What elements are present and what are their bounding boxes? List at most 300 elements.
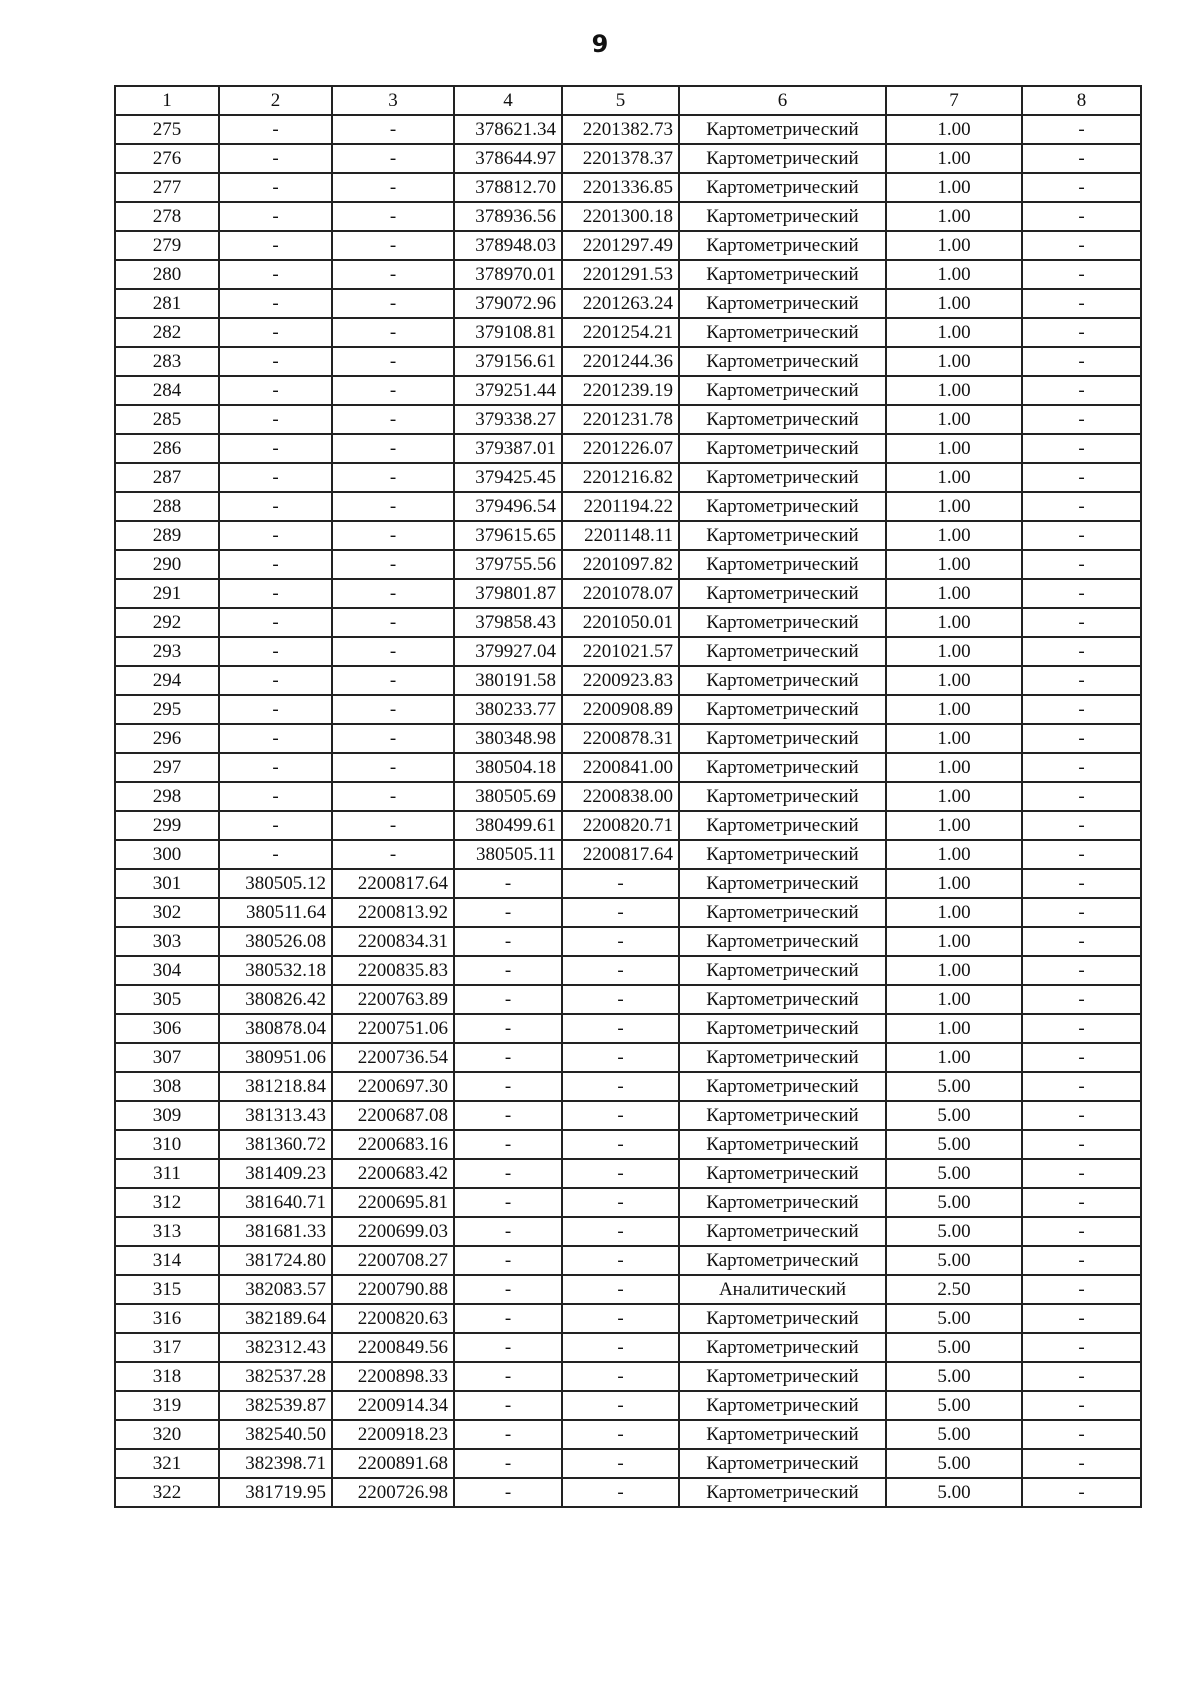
- description-cell: -: [1022, 144, 1141, 173]
- y-coord-cell: -: [332, 289, 454, 318]
- x-coord-cell: 382540.50: [219, 1420, 332, 1449]
- method-cell: Картометрический: [679, 347, 886, 376]
- accuracy-cell: 1.00: [886, 1014, 1022, 1043]
- x-prev-coord-cell: -: [454, 1130, 562, 1159]
- table-row: [115, 579, 1141, 608]
- method-cell: Аналитический: [679, 1275, 886, 1304]
- table-row: [115, 898, 1141, 927]
- description-cell: -: [1022, 318, 1141, 347]
- method-cell: Картометрический: [679, 1101, 886, 1130]
- description-cell: -: [1022, 231, 1141, 260]
- x-prev-coord-cell: 379387.01: [454, 434, 562, 463]
- accuracy-cell: 5.00: [886, 1304, 1022, 1333]
- table-row: [115, 753, 1141, 782]
- accuracy-cell: 5.00: [886, 1188, 1022, 1217]
- y-prev-coord-cell: -: [562, 985, 679, 1014]
- point-number-cell: 315: [115, 1275, 219, 1304]
- y-prev-coord-cell: 2201254.21: [562, 318, 679, 347]
- y-coord-cell: -: [332, 231, 454, 260]
- column-header: 7: [886, 86, 1022, 115]
- accuracy-cell: 5.00: [886, 1246, 1022, 1275]
- x-coord-cell: -: [219, 753, 332, 782]
- y-coord-cell: -: [332, 637, 454, 666]
- y-coord-cell: -: [332, 405, 454, 434]
- x-prev-coord-cell: -: [454, 1362, 562, 1391]
- x-coord-cell: -: [219, 637, 332, 666]
- description-cell: -: [1022, 289, 1141, 318]
- x-prev-coord-cell: -: [454, 1275, 562, 1304]
- table-row: [115, 1304, 1141, 1333]
- accuracy-cell: 1.00: [886, 318, 1022, 347]
- table-row: [115, 463, 1141, 492]
- y-prev-coord-cell: -: [562, 1043, 679, 1072]
- method-cell: Картометрический: [679, 405, 886, 434]
- x-coord-cell: 381409.23: [219, 1159, 332, 1188]
- point-number-cell: 311: [115, 1159, 219, 1188]
- accuracy-cell: 1.00: [886, 927, 1022, 956]
- point-number-cell: 298: [115, 782, 219, 811]
- y-coord-cell: -: [332, 144, 454, 173]
- table-row: [115, 1246, 1141, 1275]
- table-row: [115, 869, 1141, 898]
- description-cell: -: [1022, 1188, 1141, 1217]
- table-row: [115, 1188, 1141, 1217]
- x-coord-cell: 382083.57: [219, 1275, 332, 1304]
- x-coord-cell: -: [219, 811, 332, 840]
- table-row: [115, 521, 1141, 550]
- column-header: 4: [454, 86, 562, 115]
- description-cell: -: [1022, 637, 1141, 666]
- point-number-cell: 318: [115, 1362, 219, 1391]
- y-prev-coord-cell: -: [562, 1130, 679, 1159]
- accuracy-cell: 5.00: [886, 1217, 1022, 1246]
- y-prev-coord-cell: -: [562, 869, 679, 898]
- accuracy-cell: 1.00: [886, 985, 1022, 1014]
- x-coord-cell: -: [219, 724, 332, 753]
- y-prev-coord-cell: -: [562, 1014, 679, 1043]
- point-number-cell: 320: [115, 1420, 219, 1449]
- x-coord-cell: 380505.12: [219, 869, 332, 898]
- y-prev-coord-cell: -: [562, 1217, 679, 1246]
- description-cell: -: [1022, 898, 1141, 927]
- accuracy-cell: 1.00: [886, 782, 1022, 811]
- x-coord-cell: -: [219, 666, 332, 695]
- accuracy-cell: 5.00: [886, 1333, 1022, 1362]
- description-cell: -: [1022, 840, 1141, 869]
- accuracy-cell: 1.00: [886, 724, 1022, 753]
- point-number-cell: 304: [115, 956, 219, 985]
- method-cell: Картометрический: [679, 376, 886, 405]
- x-coord-cell: 380511.64: [219, 898, 332, 927]
- description-cell: -: [1022, 782, 1141, 811]
- table-row: [115, 1391, 1141, 1420]
- y-prev-coord-cell: 2201297.49: [562, 231, 679, 260]
- point-number-cell: 281: [115, 289, 219, 318]
- y-coord-cell: 2200699.03: [332, 1217, 454, 1246]
- x-prev-coord-cell: -: [454, 1159, 562, 1188]
- x-prev-coord-cell: -: [454, 1391, 562, 1420]
- method-cell: Картометрический: [679, 985, 886, 1014]
- method-cell: Картометрический: [679, 695, 886, 724]
- table-row: [115, 318, 1141, 347]
- description-cell: -: [1022, 347, 1141, 376]
- x-coord-cell: -: [219, 347, 332, 376]
- method-cell: Картометрический: [679, 608, 886, 637]
- y-prev-coord-cell: 2201382.73: [562, 115, 679, 144]
- method-cell: Картометрический: [679, 637, 886, 666]
- accuracy-cell: 5.00: [886, 1420, 1022, 1449]
- accuracy-cell: 5.00: [886, 1478, 1022, 1507]
- y-coord-cell: 2200918.23: [332, 1420, 454, 1449]
- point-number-cell: 278: [115, 202, 219, 231]
- y-prev-coord-cell: 2200817.64: [562, 840, 679, 869]
- method-cell: Картометрический: [679, 956, 886, 985]
- x-coord-cell: -: [219, 695, 332, 724]
- y-prev-coord-cell: -: [562, 1420, 679, 1449]
- column-header: 1: [115, 86, 219, 115]
- description-cell: -: [1022, 724, 1141, 753]
- y-prev-coord-cell: -: [562, 1188, 679, 1217]
- x-prev-coord-cell: 378812.70: [454, 173, 562, 202]
- y-coord-cell: -: [332, 724, 454, 753]
- point-number-cell: 287: [115, 463, 219, 492]
- x-prev-coord-cell: 380348.98: [454, 724, 562, 753]
- method-cell: Картометрический: [679, 840, 886, 869]
- table-row: [115, 695, 1141, 724]
- description-cell: -: [1022, 1159, 1141, 1188]
- table-row: [115, 1275, 1141, 1304]
- table-row: [115, 956, 1141, 985]
- y-prev-coord-cell: -: [562, 1246, 679, 1275]
- accuracy-cell: 1.00: [886, 434, 1022, 463]
- x-prev-coord-cell: -: [454, 985, 562, 1014]
- description-cell: -: [1022, 434, 1141, 463]
- x-prev-coord-cell: -: [454, 1304, 562, 1333]
- y-prev-coord-cell: 2201148.11: [562, 521, 679, 550]
- table-row: [115, 1362, 1141, 1391]
- accuracy-cell: 1.00: [886, 115, 1022, 144]
- x-prev-coord-cell: -: [454, 1449, 562, 1478]
- description-cell: -: [1022, 1391, 1141, 1420]
- x-prev-coord-cell: 378948.03: [454, 231, 562, 260]
- description-cell: -: [1022, 1101, 1141, 1130]
- y-coord-cell: 2200820.63: [332, 1304, 454, 1333]
- y-prev-coord-cell: -: [562, 1362, 679, 1391]
- y-prev-coord-cell: -: [562, 1391, 679, 1420]
- accuracy-cell: 1.00: [886, 666, 1022, 695]
- table-row: [115, 840, 1141, 869]
- description-cell: -: [1022, 115, 1141, 144]
- table-row: [115, 376, 1141, 405]
- method-cell: Картометрический: [679, 1043, 886, 1072]
- x-prev-coord-cell: 380504.18: [454, 753, 562, 782]
- column-header: 8: [1022, 86, 1141, 115]
- x-prev-coord-cell: -: [454, 1188, 562, 1217]
- description-cell: -: [1022, 1420, 1141, 1449]
- description-cell: -: [1022, 695, 1141, 724]
- description-cell: -: [1022, 1304, 1141, 1333]
- table-row: [115, 405, 1141, 434]
- y-coord-cell: -: [332, 579, 454, 608]
- y-coord-cell: 2200695.81: [332, 1188, 454, 1217]
- y-prev-coord-cell: 2201244.36: [562, 347, 679, 376]
- y-coord-cell: 2200687.08: [332, 1101, 454, 1130]
- y-coord-cell: -: [332, 347, 454, 376]
- y-coord-cell: 2200751.06: [332, 1014, 454, 1043]
- method-cell: Картометрический: [679, 1159, 886, 1188]
- y-prev-coord-cell: 2201263.24: [562, 289, 679, 318]
- x-prev-coord-cell: -: [454, 1217, 562, 1246]
- x-coord-cell: 380951.06: [219, 1043, 332, 1072]
- method-cell: Картометрический: [679, 1188, 886, 1217]
- description-cell: -: [1022, 1130, 1141, 1159]
- x-coord-cell: 382537.28: [219, 1362, 332, 1391]
- x-coord-cell: -: [219, 434, 332, 463]
- table-row: [115, 1014, 1141, 1043]
- method-cell: Картометрический: [679, 1130, 886, 1159]
- table-row: [115, 1043, 1141, 1072]
- accuracy-cell: 5.00: [886, 1130, 1022, 1159]
- y-prev-coord-cell: 2201336.85: [562, 173, 679, 202]
- x-coord-cell: -: [219, 144, 332, 173]
- method-cell: Картометрический: [679, 1246, 886, 1275]
- x-coord-cell: -: [219, 840, 332, 869]
- description-cell: -: [1022, 579, 1141, 608]
- y-prev-coord-cell: 2200841.00: [562, 753, 679, 782]
- x-coord-cell: -: [219, 231, 332, 260]
- method-cell: Картометрический: [679, 289, 886, 318]
- y-prev-coord-cell: 2201378.37: [562, 144, 679, 173]
- accuracy-cell: 1.00: [886, 811, 1022, 840]
- table-row: [115, 1130, 1141, 1159]
- y-coord-cell: -: [332, 260, 454, 289]
- x-prev-coord-cell: -: [454, 898, 562, 927]
- x-coord-cell: 381313.43: [219, 1101, 332, 1130]
- point-number-cell: 313: [115, 1217, 219, 1246]
- y-prev-coord-cell: 2201097.82: [562, 550, 679, 579]
- accuracy-cell: 5.00: [886, 1449, 1022, 1478]
- x-coord-cell: 381218.84: [219, 1072, 332, 1101]
- x-prev-coord-cell: -: [454, 1333, 562, 1362]
- y-coord-cell: 2200726.98: [332, 1478, 454, 1507]
- column-header: 5: [562, 86, 679, 115]
- x-prev-coord-cell: 379251.44: [454, 376, 562, 405]
- accuracy-cell: 1.00: [886, 1043, 1022, 1072]
- accuracy-cell: 1.00: [886, 753, 1022, 782]
- method-cell: Картометрический: [679, 492, 886, 521]
- y-coord-cell: 2200683.42: [332, 1159, 454, 1188]
- method-cell: Картометрический: [679, 579, 886, 608]
- description-cell: -: [1022, 927, 1141, 956]
- point-number-cell: 291: [115, 579, 219, 608]
- y-coord-cell: -: [332, 608, 454, 637]
- x-prev-coord-cell: 378621.34: [454, 115, 562, 144]
- point-number-cell: 303: [115, 927, 219, 956]
- method-cell: Картометрический: [679, 1449, 886, 1478]
- x-prev-coord-cell: 379108.81: [454, 318, 562, 347]
- y-prev-coord-cell: 2201291.53: [562, 260, 679, 289]
- x-coord-cell: -: [219, 202, 332, 231]
- point-number-cell: 283: [115, 347, 219, 376]
- y-prev-coord-cell: 2200878.31: [562, 724, 679, 753]
- method-cell: Картометрический: [679, 115, 886, 144]
- x-prev-coord-cell: -: [454, 869, 562, 898]
- table-row: [115, 811, 1141, 840]
- x-prev-coord-cell: 379338.27: [454, 405, 562, 434]
- description-cell: -: [1022, 173, 1141, 202]
- x-coord-cell: -: [219, 376, 332, 405]
- x-prev-coord-cell: 378936.56: [454, 202, 562, 231]
- y-coord-cell: 2200708.27: [332, 1246, 454, 1275]
- y-coord-cell: 2200891.68: [332, 1449, 454, 1478]
- description-cell: -: [1022, 405, 1141, 434]
- y-prev-coord-cell: -: [562, 1072, 679, 1101]
- point-number-cell: 302: [115, 898, 219, 927]
- accuracy-cell: 1.00: [886, 956, 1022, 985]
- x-coord-cell: -: [219, 289, 332, 318]
- y-prev-coord-cell: -: [562, 1449, 679, 1478]
- table-row: [115, 434, 1141, 463]
- description-cell: -: [1022, 1449, 1141, 1478]
- description-cell: -: [1022, 521, 1141, 550]
- table-row: [115, 985, 1141, 1014]
- y-coord-cell: -: [332, 666, 454, 695]
- y-prev-coord-cell: 2200838.00: [562, 782, 679, 811]
- table-body: [115, 86, 1141, 1507]
- description-cell: -: [1022, 550, 1141, 579]
- y-coord-cell: 2200817.64: [332, 869, 454, 898]
- table-row: [115, 231, 1141, 260]
- method-cell: Картометрический: [679, 260, 886, 289]
- point-number-cell: 307: [115, 1043, 219, 1072]
- x-coord-cell: -: [219, 260, 332, 289]
- method-cell: Картометрический: [679, 869, 886, 898]
- point-number-cell: 306: [115, 1014, 219, 1043]
- point-number-cell: 317: [115, 1333, 219, 1362]
- table-row: [115, 782, 1141, 811]
- accuracy-cell: 1.00: [886, 347, 1022, 376]
- x-prev-coord-cell: 379755.56: [454, 550, 562, 579]
- method-cell: Картометрический: [679, 550, 886, 579]
- x-coord-cell: -: [219, 318, 332, 347]
- x-coord-cell: 380532.18: [219, 956, 332, 985]
- method-cell: Картометрический: [679, 434, 886, 463]
- y-coord-cell: 2200736.54: [332, 1043, 454, 1072]
- table-row: [115, 144, 1141, 173]
- table-row: [115, 260, 1141, 289]
- x-prev-coord-cell: 380505.69: [454, 782, 562, 811]
- page-number: 9: [591, 30, 609, 58]
- method-cell: Картометрический: [679, 318, 886, 347]
- method-cell: Картометрический: [679, 811, 886, 840]
- y-coord-cell: 2200849.56: [332, 1333, 454, 1362]
- y-prev-coord-cell: 2201239.19: [562, 376, 679, 405]
- accuracy-cell: 1.00: [886, 405, 1022, 434]
- y-prev-coord-cell: -: [562, 1275, 679, 1304]
- method-cell: Картометрический: [679, 1014, 886, 1043]
- point-number-cell: 279: [115, 231, 219, 260]
- table-row: [115, 1333, 1141, 1362]
- x-prev-coord-cell: 379801.87: [454, 579, 562, 608]
- point-number-cell: 292: [115, 608, 219, 637]
- method-cell: Картометрический: [679, 1333, 886, 1362]
- x-prev-coord-cell: 379496.54: [454, 492, 562, 521]
- accuracy-cell: 2.50: [886, 1275, 1022, 1304]
- method-cell: Картометрический: [679, 1391, 886, 1420]
- table-row: [115, 550, 1141, 579]
- x-coord-cell: 380878.04: [219, 1014, 332, 1043]
- accuracy-cell: 5.00: [886, 1362, 1022, 1391]
- method-cell: Картометрический: [679, 1420, 886, 1449]
- description-cell: -: [1022, 1246, 1141, 1275]
- point-number-cell: 319: [115, 1391, 219, 1420]
- accuracy-cell: 1.00: [886, 231, 1022, 260]
- x-prev-coord-cell: 379425.45: [454, 463, 562, 492]
- method-cell: Картометрический: [679, 927, 886, 956]
- accuracy-cell: 5.00: [886, 1391, 1022, 1420]
- method-cell: Картометрический: [679, 782, 886, 811]
- description-cell: -: [1022, 666, 1141, 695]
- table-row: [115, 1101, 1141, 1130]
- point-number-cell: 294: [115, 666, 219, 695]
- accuracy-cell: 1.00: [886, 637, 1022, 666]
- x-coord-cell: -: [219, 550, 332, 579]
- point-number-cell: 288: [115, 492, 219, 521]
- method-cell: Картометрический: [679, 1072, 886, 1101]
- x-prev-coord-cell: -: [454, 1246, 562, 1275]
- accuracy-cell: 1.00: [886, 289, 1022, 318]
- x-prev-coord-cell: 380191.58: [454, 666, 562, 695]
- description-cell: -: [1022, 376, 1141, 405]
- y-prev-coord-cell: 2201300.18: [562, 202, 679, 231]
- x-coord-cell: 381640.71: [219, 1188, 332, 1217]
- x-prev-coord-cell: -: [454, 1072, 562, 1101]
- accuracy-cell: 5.00: [886, 1072, 1022, 1101]
- x-coord-cell: -: [219, 115, 332, 144]
- accuracy-cell: 1.00: [886, 608, 1022, 637]
- method-cell: Картометрический: [679, 1304, 886, 1333]
- description-cell: -: [1022, 1217, 1141, 1246]
- description-cell: -: [1022, 1362, 1141, 1391]
- point-number-cell: 316: [115, 1304, 219, 1333]
- x-prev-coord-cell: -: [454, 1478, 562, 1507]
- x-prev-coord-cell: -: [454, 1043, 562, 1072]
- method-cell: Картометрический: [679, 724, 886, 753]
- point-number-cell: 289: [115, 521, 219, 550]
- y-coord-cell: -: [332, 782, 454, 811]
- y-coord-cell: -: [332, 550, 454, 579]
- table-row: [115, 927, 1141, 956]
- x-prev-coord-cell: 380233.77: [454, 695, 562, 724]
- x-prev-coord-cell: -: [454, 956, 562, 985]
- x-prev-coord-cell: 380505.11: [454, 840, 562, 869]
- x-coord-cell: -: [219, 405, 332, 434]
- y-coord-cell: -: [332, 840, 454, 869]
- method-cell: Картометрический: [679, 1478, 886, 1507]
- point-number-cell: 301: [115, 869, 219, 898]
- x-prev-coord-cell: 379072.96: [454, 289, 562, 318]
- accuracy-cell: 1.00: [886, 376, 1022, 405]
- accuracy-cell: 1.00: [886, 173, 1022, 202]
- description-cell: -: [1022, 753, 1141, 782]
- y-prev-coord-cell: 2201021.57: [562, 637, 679, 666]
- point-number-cell: 280: [115, 260, 219, 289]
- point-number-cell: 305: [115, 985, 219, 1014]
- y-coord-cell: 2200683.16: [332, 1130, 454, 1159]
- y-prev-coord-cell: -: [562, 927, 679, 956]
- column-header: 6: [679, 86, 886, 115]
- y-prev-coord-cell: -: [562, 956, 679, 985]
